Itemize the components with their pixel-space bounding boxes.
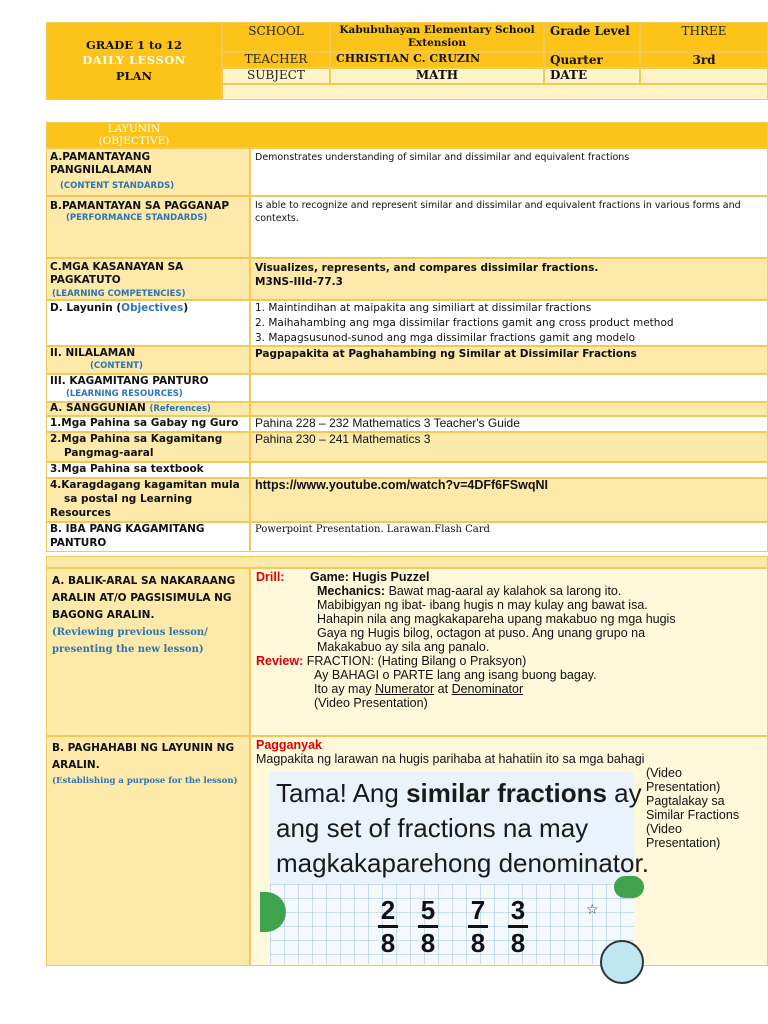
learning-competencies-value-1: Visualizes, represents, and compares dissimilar fractions.	[255, 262, 599, 274]
procedure-a-label-2: ARALIN AT/O PAGSISIMULA NG	[52, 592, 232, 604]
fraction-4	[506, 896, 530, 957]
objective-item-2: 2. Maihahambing ang mga dissimilar fractions gamit ang cross product method	[255, 317, 674, 329]
fraction-3	[466, 896, 490, 957]
review-label: Review:	[256, 654, 304, 668]
teachers-guide-label: 1.Mga Pahina sa Gabay ng Guro	[50, 417, 239, 429]
procedure-a-sub-2: presenting the new lesson)	[52, 644, 204, 655]
grade-label: Grade Level	[550, 24, 630, 38]
learning-competencies-label: C.MGA KASANAYAN SA PAGKATUTO	[50, 261, 184, 286]
teacher-value: CHRISTIAN C. CRUZIN	[336, 52, 481, 65]
side-note-4: Similar Fractions	[646, 808, 740, 822]
content-value: Pagpapakita at Paghahambing ng Similar at Dissimilar Fractions	[255, 348, 637, 360]
content-standards-value: Demonstrates understanding of similar and dissimilar and equivalent fractions	[255, 152, 630, 163]
procedure-a-sub-1: (Reviewing previous lesson/	[52, 627, 208, 638]
learning-competencies-sub: (LEARNING COMPETENCIES)	[52, 289, 186, 299]
other-materials-label-2: PANTURO	[50, 537, 107, 549]
date-label: DATE	[550, 68, 588, 82]
references-value-cell	[250, 402, 768, 416]
teachers-guide-value: Pahina 228 – 232 Mathematics 3 Teacher's Guide	[255, 416, 520, 430]
learners-material-label-1: 2.Mga Pahina sa Kagamitang	[50, 433, 223, 445]
procedure-a-label-3: BAGONG ARALIN.	[52, 609, 155, 621]
lr-portal-label-2: sa postal ng Learning	[64, 493, 193, 505]
learning-resources-label: III. KAGAMITANG PANTURO	[50, 375, 209, 387]
side-note-6: Presentation)	[646, 836, 721, 850]
procedure-header-strip	[46, 556, 768, 568]
mechanics-line-3: Hahapin nila ang magkakapareha upang makabuo ng mga hugis	[317, 612, 676, 626]
star-icon: ☆	[586, 902, 599, 918]
performance-standards-label: B.PAMANTAYAN SA PAGGANAP	[50, 200, 230, 212]
side-note-2: Presentation)	[646, 780, 721, 794]
header-title-line1: GRADE 1 to 12	[85, 38, 183, 52]
content-sub: (CONTENT)	[90, 361, 143, 371]
quarter-label: Quarter	[550, 53, 603, 67]
objectives-label	[50, 302, 188, 315]
references-label	[50, 402, 211, 416]
review-line-3-pre: Ito ay may	[314, 682, 376, 696]
review-line-3	[314, 682, 523, 696]
performance-standards-sub: (PERFORMANCE STANDARDS)	[66, 213, 208, 223]
review-line-4: (Video Presentation)	[314, 696, 428, 710]
learning-resources-sub: (LEARNING RESOURCES)	[66, 389, 183, 399]
references-label-text: A. SANGGUNIAN	[50, 402, 146, 414]
references-sub: (References)	[149, 404, 211, 414]
fraction-1-denominator: 8	[380, 928, 396, 958]
mechanics-label: Mechanics:	[317, 584, 386, 598]
objective-item-1: 1. Maintindihan at maipakita ang similiart at dissimilar fractions	[255, 302, 592, 314]
performance-standards-value: Is able to recognize and represent similar and dissimilar and equivalent fractions in various forms and contexts.	[255, 200, 741, 224]
drill-line	[256, 570, 429, 584]
other-materials-value: Powerpoint Presentation. Larawan.Flash Card	[255, 524, 490, 535]
lr-portal-link[interactable]: https://www.youtube.com/watch?v=4DFf6FSwqNI	[255, 478, 548, 492]
fraction-4-denominator: 8	[510, 928, 526, 958]
fraction-4-numerator: 3	[510, 895, 526, 925]
review-at: at	[434, 682, 452, 696]
slide-decor-right	[614, 876, 644, 898]
subject-label: SUBJECT	[247, 68, 305, 82]
lr-portal-label-3: Resources	[50, 507, 111, 519]
objective-item-3: 3. Mapagsusunod-sunod ang mga dissimilar fractions gamit ang modelo	[255, 332, 636, 344]
review-line	[256, 654, 526, 668]
learning-resources-value-cell	[250, 374, 768, 402]
fraction-2-numerator: 5	[420, 895, 436, 925]
mechanics-text: Bawat mag-aaral ay kalahok sa larong ito.	[388, 584, 622, 598]
slide-line-1-pre: Tama! Ang	[276, 778, 407, 808]
grade-value: THREE	[681, 24, 727, 38]
objectives-label-blue: Objectives	[121, 302, 184, 314]
similar-fractions-slide	[270, 772, 649, 964]
objectives-label-text: D. Layunin (	[50, 302, 122, 314]
other-materials-label-1: B. IBA PANG KAGAMITANG	[50, 523, 205, 535]
quarter-value: 3rd	[692, 53, 716, 67]
procedure-b-label-2: ARALIN.	[52, 759, 100, 771]
slide-decor-left	[260, 892, 286, 932]
drill-label: Drill:	[256, 570, 285, 584]
pagganyak-label: Pagganyak	[256, 738, 323, 752]
review-line-1: FRACTION: (Hating Bilang o Praksyon)	[306, 654, 527, 668]
textbook-label: 3.Mga Pahina sa textbook	[50, 463, 204, 475]
date-value-cell	[640, 68, 768, 84]
side-note-5: (Video	[646, 822, 682, 836]
slide-line-1-post: ay	[606, 778, 642, 808]
mechanics-line-5: Makakabuo ay sila ang panalo.	[317, 640, 490, 654]
side-note-1: (Video	[646, 766, 682, 780]
review-line-2: Ay BAHAGI o PARTE lang ang isang buong bagay.	[314, 668, 597, 682]
school-value: Kabubuhayan Elementary School Extension	[339, 24, 535, 49]
lr-portal-label-1: 4.Karagdagang kagamitan mula	[50, 479, 240, 491]
content-standards-sub: (CONTENT STANDARDS)	[60, 181, 175, 191]
textbook-value-cell	[250, 462, 768, 478]
header-bottom-strip	[222, 84, 768, 100]
fraction-2-denominator: 8	[420, 928, 436, 958]
school-label: SCHOOL	[248, 24, 304, 38]
teacher-label: TEACHER	[244, 52, 308, 66]
fraction-2	[416, 896, 440, 957]
learners-material-label-2: Pangmag-aaral	[64, 447, 154, 459]
objective-header-line2: (OBJECTIVE)	[98, 135, 170, 147]
fraction-1	[376, 896, 400, 957]
procedure-a-label-1: A. BALIK-ARAL SA NAKARAANG	[52, 575, 236, 587]
procedure-b-label-1: B. PAGHAHABI NG LAYUNIN NG	[52, 742, 235, 754]
subject-value: MATH	[415, 68, 459, 82]
procedure-b-sub-1: (Establishing a purpose for the lesson)	[52, 776, 238, 786]
slide-line-3: magkakaparehong denominator.	[276, 848, 649, 878]
slide-line-2: ang set of fractions na may	[276, 813, 589, 843]
header-title-line2: DAILY LESSON	[82, 53, 186, 67]
pagganyak-intro: Magpakita ng larawan na hugis parihaba at hahatiin ito sa mga bahagi	[256, 752, 645, 766]
learning-competencies-value-2: M3NS-IIId-77.3	[255, 276, 343, 288]
fraction-3-numerator: 7	[470, 895, 486, 925]
content-label: II. NILALAMAN	[50, 347, 136, 359]
game-title: Game: Hugis Puzzel	[309, 570, 430, 584]
slide-line-1-bold: similar fractions	[406, 778, 607, 808]
content-standards-label: A.PAMANTAYANG PANGNILALAMAN	[50, 151, 152, 176]
numerator-word: Numerator	[375, 682, 435, 696]
objectives-label-end: )	[183, 302, 189, 314]
denominator-word: Denominator	[451, 682, 524, 696]
mechanics-line	[317, 584, 621, 598]
mechanics-line-2: Mabibigyan ng ibat- ibang hugis n may kulay ang bawat isa.	[317, 598, 648, 612]
slide-decor-circle	[600, 940, 644, 984]
side-note-3: Pagtalakay sa	[646, 794, 725, 808]
fraction-3-denominator: 8	[470, 928, 486, 958]
learners-material-value: Pahina 230 – 241 Mathematics 3	[255, 432, 431, 446]
fraction-1-numerator: 2	[380, 895, 396, 925]
slide-line-1	[276, 778, 642, 809]
header-title-line3: PLAN	[115, 69, 153, 83]
objective-header-line1: LAYUNIN	[107, 123, 161, 135]
mechanics-line-4: Gaya ng Hugis bilog, octagon at puso. Ang unang grupo na	[317, 626, 646, 640]
side-notes	[646, 766, 764, 850]
